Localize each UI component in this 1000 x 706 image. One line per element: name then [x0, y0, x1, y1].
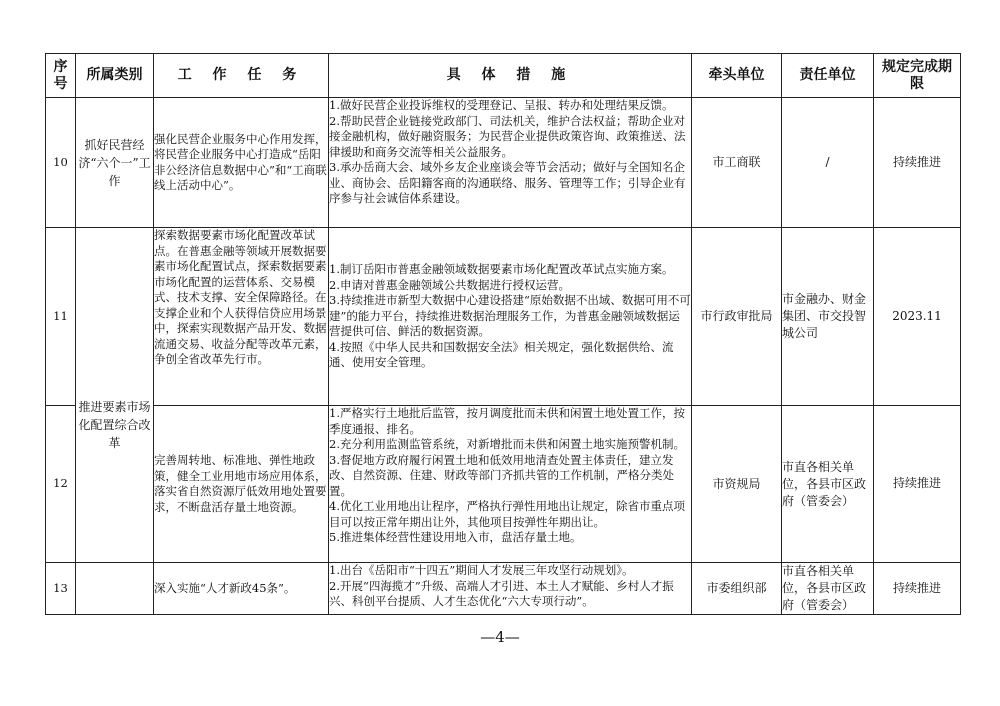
row-category-empty — [76, 563, 154, 615]
measure-item: 2.充分利用监测监管系统，对新增批而未供和闲置土地实施预警机制。 — [329, 437, 685, 451]
row-lead-unit: 市委组织部 — [692, 563, 782, 615]
measure-item: 1.制订岳阳市普惠金融领域数据要素市场化配置改革试点实施方案。 — [329, 262, 674, 277]
measure-item: 4.优化工业用地出让程序，严格执行弹性用地出让规定，除省市重点项目可以按正常年期出让外，其他项目按弹性年期出让。 — [329, 499, 685, 529]
row-responsible-unit: 市金融办、财金集团、市交投智城公司 — [782, 228, 874, 406]
row-lead-unit: 市资规局 — [692, 406, 782, 563]
row-deadline: 持续推进 — [874, 98, 961, 228]
row-lead-unit: 市行政审批局 — [692, 228, 782, 406]
header-deadline: 规定完成期限 — [874, 54, 961, 98]
row-task: 完善周转地、标准地、弹性地政策，健全工业用地市场应用体系，落实省自然资源厅低效用地处置要求，不断盘活存量土地资源。 — [154, 406, 329, 563]
row-measures — [329, 563, 692, 615]
measure-item: 2.申请对普惠金融领域公共数据进行授权运营。 — [329, 277, 570, 292]
row-deadline: 持续推进 — [874, 563, 961, 615]
row-measures — [329, 228, 692, 406]
header-lead-unit: 牵头单位 — [692, 54, 782, 98]
row-seq: 12 — [46, 406, 76, 563]
measure-item: 4.按照《中华人民共和国数据安全法》相关规定，强化数据供给、流通、使用安全管理。 — [329, 339, 674, 370]
header-task: 工 作 任 务 — [154, 54, 329, 98]
measure-item: 5.推进集体经营性建设用地入市，盘活存量土地。 — [329, 530, 582, 544]
row-deadline: 2023.11 — [874, 228, 961, 406]
row-measures — [329, 98, 692, 228]
measure-item: 3.督促地方政府履行闲置土地和低效用地清查处置主体责任，建立发改、自然资源、住建、财政等部门齐抓共管的工作机制，严格分类处置。 — [329, 452, 674, 498]
measure-item: 2.开展“四海揽才”升级、高端人才引进、本土人才赋能、乡村人才振兴、科创平台提质、人才生态优化“六大专项行动”。 — [329, 578, 674, 608]
table-row — [46, 406, 961, 563]
header-category: 所属类别 — [76, 54, 154, 98]
measure-item: 3.承办岳商大会、域外乡友企业座谈会等节会活动；做好与全国知名企业、商协会、岳阳籍客商的沟通联络、服务、管理等工作；引导企业有序参与社会诚信体系建设。 — [329, 160, 686, 205]
measure-item: 3.持续推进市新型大数据中心建设搭建“原始数据不出域、数据可用不可建”的能力平台，持续推进数据治理服务工作，为普惠金融领域数据运营提供可信、鲜活的数据资源。 — [329, 293, 691, 339]
row-category: 推进要素市场化配置综合改革 — [76, 228, 154, 563]
table-row — [46, 98, 961, 228]
header-seq: 序号 — [46, 54, 76, 98]
table-row — [46, 563, 961, 615]
row-task: 深入实施“人才新政45条”。 — [154, 563, 329, 615]
row-lead-unit: 市工商联 — [692, 98, 782, 228]
row-responsible-unit: 市直各相关单位，各县市区政府（管委会） — [782, 563, 874, 615]
page-number: —4— — [480, 628, 520, 646]
header-measures: 具 体 措 施 — [329, 54, 692, 98]
row-seq: 10 — [46, 98, 76, 228]
row-category: 抓好民营经济“六个一”工作 — [76, 98, 154, 228]
row-task: 探索数据要素市场化配置改革试点。在普惠金融等领域开展数据要素市场化配置试点，探索数据要素市场化配置的运营体系、交易模式、技术支撑、安全保障路径。在支撑企业和个人获得信贷应用场景中，探索实现数据产品开发、数据流通交易、收益分配等改革元素，争创全省改革先行市。 — [154, 228, 329, 406]
row-responsible-unit: 市直各相关单位，各县市区政府（管委会） — [782, 406, 874, 563]
row-seq: 13 — [46, 563, 76, 615]
row-deadline: 持续推进 — [874, 406, 961, 563]
measure-item: 2.帮助民营企业链接党政部门、司法机关，维护合法权益；帮助企业对接金融机构，做好融资服务；为民营企业提供政策咨询、政策推送、法律援助和商务交流等相关公益服务。 — [329, 113, 686, 159]
table-row — [46, 228, 961, 406]
header-row — [46, 54, 961, 98]
row-measures — [329, 406, 692, 563]
header-responsible-unit: 责任单位 — [782, 54, 874, 98]
work-task-table — [45, 53, 961, 615]
row-responsible-unit: / — [782, 98, 874, 228]
measure-item: 1.出台《岳阳市“十四五”期间人才发展三年攻坚行动规划》。 — [329, 563, 634, 577]
measure-item: 1.做好民营企业投诉维权的受理登记、呈报、转办和处理结果反馈。 — [329, 98, 674, 112]
row-seq: 11 — [46, 228, 76, 406]
row-task: 强化民营企业服务中心作用发挥，将民营企业服务中心打造成“岳阳非公经济信息数据中心”和“工商联线上活动中心”。 — [154, 98, 329, 228]
measure-item: 1.严格实行土地批后监管，按月调度批而未供和闲置土地处置工作，按季度通报、排名。 — [329, 406, 685, 436]
